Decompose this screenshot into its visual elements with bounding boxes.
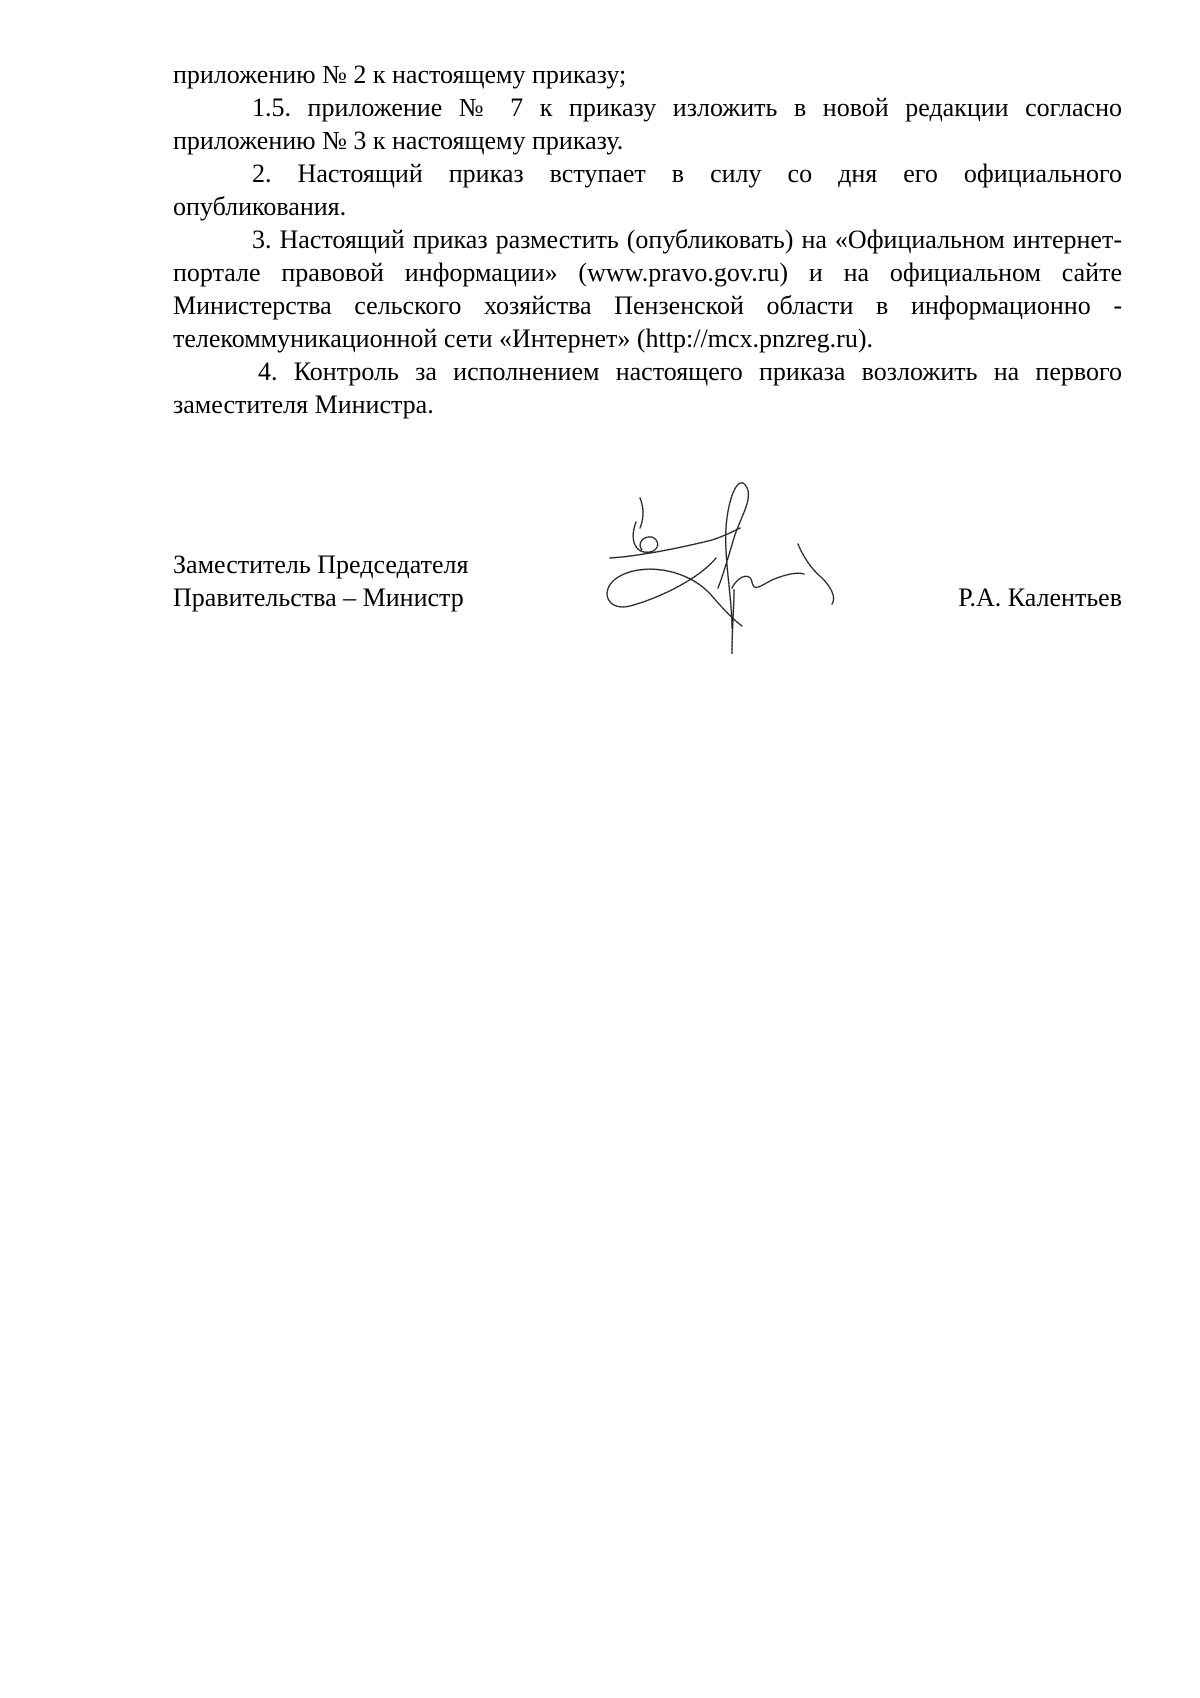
paragraph-2: 2. Настоящий приказ вступает в силу со дня его официального опубликования.: [173, 159, 1122, 221]
handwritten-signature-icon: [600, 478, 860, 658]
signatory-position: [173, 548, 468, 614]
signatory-position-line-1: Заместитель Председателя: [173, 550, 469, 579]
document-body: [173, 58, 1122, 421]
paragraph-3: 3. Настоящий приказ разместить (опубликовать) на «Официальном интернет-портале правовой информации» (www.pravo.gov.ru) и на официальном сайте Министерства сельского хозяйства Пензенской области в информационно - телекоммуникационной сети «Интернет» (http://mcx.pnzreg.ru).: [173, 225, 1122, 353]
signatory-name: Р.А. Калентьев: [958, 583, 1122, 612]
paragraph-1-5: 1.5. приложение № 7 к приказу изложить в новой редакции согласно приложению № 3 к настоящему приказу.: [173, 93, 1122, 155]
paragraph-4: 4. Контроль за исполнением настоящего приказа возложить на первого заместителя Министра.: [173, 357, 1122, 419]
signatory-position-line-2: Правительства – Министр: [173, 583, 464, 612]
paragraph-1-4-continuation: приложению № 2 к настоящему приказу;: [173, 60, 627, 89]
